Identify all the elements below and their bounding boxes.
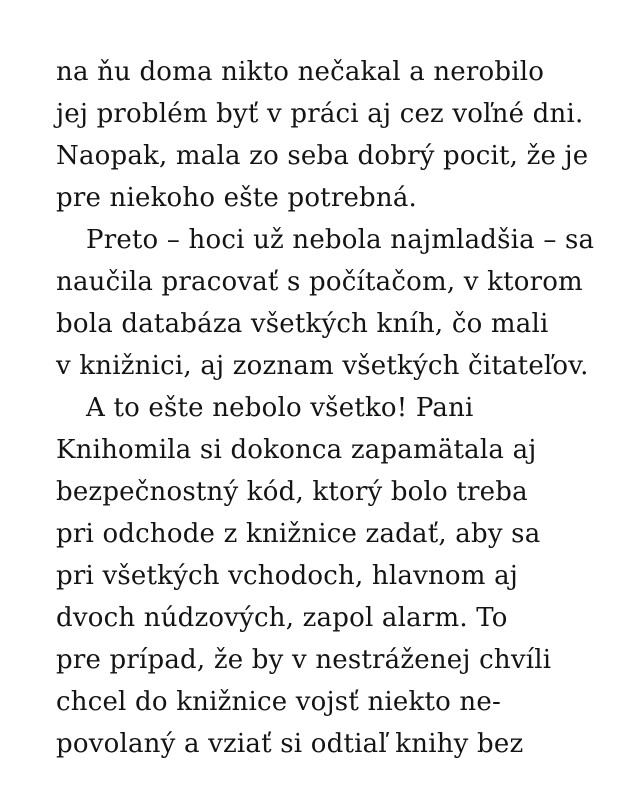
body-text bbox=[56, 51, 596, 765]
text-line: pri všetkých vchodoch, hlavnom aj bbox=[56, 561, 519, 591]
text-line: pre prípad, že by v nestráženej chvíli bbox=[56, 645, 552, 675]
text-line: dvoch núdzových, zapol alarm. To bbox=[56, 603, 508, 633]
text-line-indented: A to ešte nebolo všetko! Pani bbox=[86, 393, 474, 423]
text-line: pri odchode z knižnice zadať, aby sa bbox=[56, 519, 541, 549]
text-line: bola databáza všetkých kníh, čo mali bbox=[56, 309, 549, 339]
text-line: Naopak, mala zo seba dobrý pocit, že je bbox=[56, 141, 589, 171]
text-line: na ňu doma nikto nečakal a nerobilo bbox=[56, 57, 545, 87]
text-line: Knihomila si dokonca zapamätala aj bbox=[56, 435, 537, 465]
text-line: jej problém byť v práci aj cez voľné dni. bbox=[56, 99, 584, 129]
text-line: bezpečnostný kód, ktorý bolo treba bbox=[56, 477, 528, 507]
text-line: pre niekoho ešte potrebná. bbox=[56, 183, 417, 213]
text-line: povolaný a vziať si odtiaľ knihy bez bbox=[56, 729, 524, 759]
text-line: v knižnici, aj zoznam všetkých čitateľov. bbox=[56, 351, 589, 381]
text-line: chcel do knižnice vojsť niekto ne- bbox=[56, 687, 501, 717]
text-line-indented: Preto – hoci už nebola najmladšia – sa bbox=[86, 225, 595, 255]
text-line: naučila pracovať s počítačom, v ktorom bbox=[56, 267, 583, 297]
